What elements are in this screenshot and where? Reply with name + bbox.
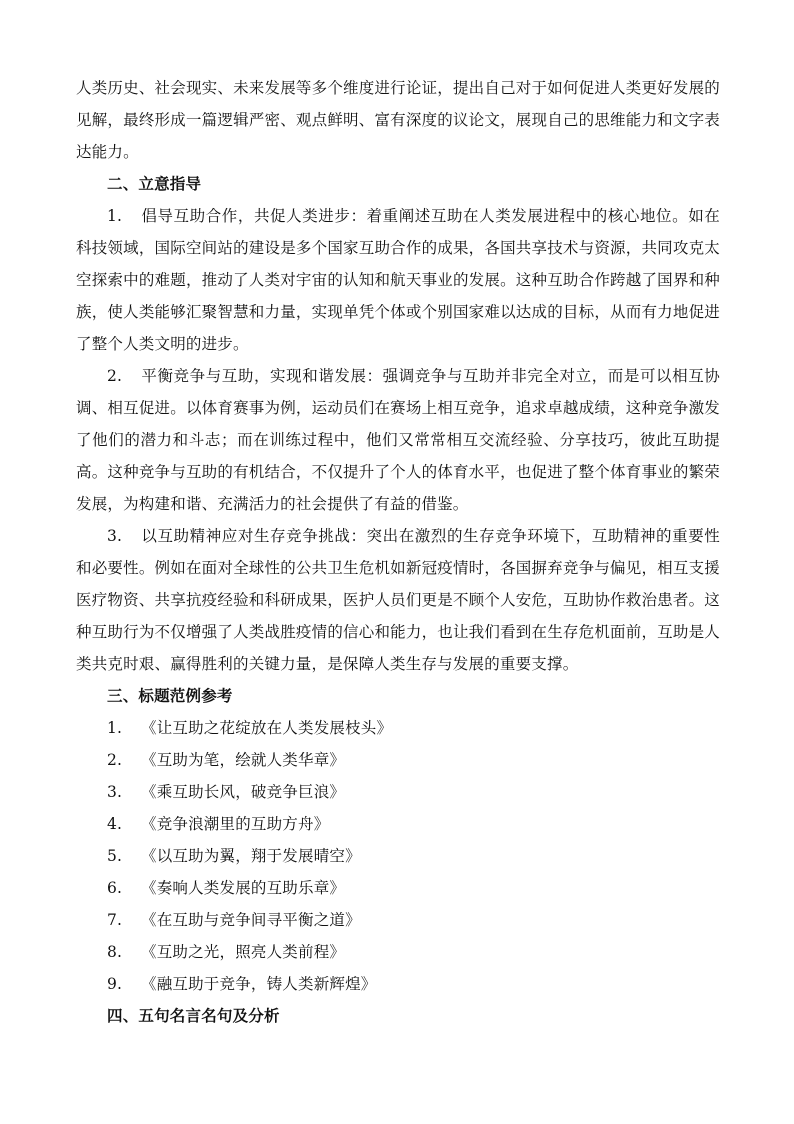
guidance-point-text: 倡导互助合作，共促人类进步：着重阐述互助在人类发展进程中的核心地位。如在科技领域，国际空间站的建设是多个国家互助合作的成果，各国共享技术与资源，共同攻克太空探索中的难题，推动了人类对宇宙的认知和航天事业的发展。这种互助合作跨越了国界和种族，使人类能够汇聚智慧和力量，实现单凭个体或个别国家难以达成的目标，从而有力地促进了整个人类文明的进步。 (76, 207, 720, 353)
title-example-text: 《在互助与竞争间寻平衡之道》 (141, 911, 361, 929)
title-example-item (76, 968, 720, 1000)
title-example-text: 《竞争浪潮里的互助方舟》 (141, 815, 330, 833)
guidance-point-1 (76, 200, 720, 360)
title-example-item (76, 936, 720, 968)
title-example-number: 3. (107, 783, 123, 801)
document-body (76, 72, 720, 1032)
title-example-number: 6. (107, 879, 123, 897)
title-example-number: 8. (107, 943, 123, 961)
title-example-text: 《让互助之花绽放在人类发展枝头》 (141, 719, 393, 737)
title-example-text: 《以互助为翼，翔于发展晴空》 (141, 847, 361, 865)
title-example-text: 《互助之光，照亮人类前程》 (141, 943, 346, 961)
title-example-list (76, 712, 720, 1000)
guidance-point-number: 2. (107, 367, 123, 385)
guidance-point-number: 1. (107, 207, 123, 225)
section-heading-guidance: 二、立意指导 (107, 175, 202, 193)
title-example-text: 《奏响人类发展的互助乐章》 (141, 879, 346, 897)
section-heading-quotes: 四、五句名言名句及分析 (107, 1007, 280, 1025)
title-example-text: 《乘互助长风，破竞争巨浪》 (141, 783, 346, 801)
intro-paragraph: 人类历史、社会现实、未来发展等多个维度进行论证，提出自己对于如何促进人类更好发展的见解，最终形成一篇逻辑严密、观点鲜明、富有深度的议论文，展现自己的思维能力和文字表达能力。 (76, 79, 720, 161)
title-example-number: 2. (107, 751, 123, 769)
guidance-point-2 (76, 360, 720, 520)
section-heading-title-examples: 三、标题范例参考 (107, 687, 233, 705)
guidance-point-text: 以互助精神应对生存竞争挑战：突出在激烈的生存竞争环境下，互助精神的重要性和必要性。例如在面对全球性的公共卫生危机如新冠疫情时，各国摒弃竞争与偏见，相互支援医疗物资、共享抗疫经验和科研成果，医护人员们更是不顾个人安危，互助协作救治患者。这种互助行为不仅增强了人类战胜疫情的信心和能力，也让我们看到在生存危机面前，互助是人类共克时艰、赢得胜利的关键力量，是保障人类生存与发展的重要支撑。 (76, 527, 720, 673)
title-example-item (76, 744, 720, 776)
title-example-number: 9. (107, 975, 123, 993)
title-example-item (76, 712, 720, 744)
title-example-number: 5. (107, 847, 123, 865)
title-example-number: 7. (107, 911, 123, 929)
title-example-text: 《互助为笔，绘就人类华章》 (141, 751, 346, 769)
title-example-item (76, 776, 720, 808)
title-example-item (76, 904, 720, 936)
guidance-point-number: 3. (107, 527, 123, 545)
title-example-number: 4. (107, 815, 123, 833)
title-example-number: 1. (107, 719, 123, 737)
title-example-item (76, 840, 720, 872)
title-example-item (76, 872, 720, 904)
title-example-item (76, 808, 720, 840)
guidance-point-text: 平衡竞争与互助，实现和谐发展：强调竞争与互助并非完全对立，而是可以相互协调、相互促进。以体育赛事为例，运动员们在赛场上相互竞争，追求卓越成绩，这种竞争激发了他们的潜力和斗志；而在训练过程中，他们又常常相互交流经验、分享技巧，彼此互助提高。这种竞争与互助的有机结合，不仅提升了个人的体育水平，也促进了整个体育事业的繁荣发展，为构建和谐、充满活力的社会提供了有益的借鉴。 (76, 367, 720, 513)
guidance-point-3 (76, 520, 720, 680)
title-example-text: 《融互助于竞争，铸人类新辉煌》 (141, 975, 377, 993)
